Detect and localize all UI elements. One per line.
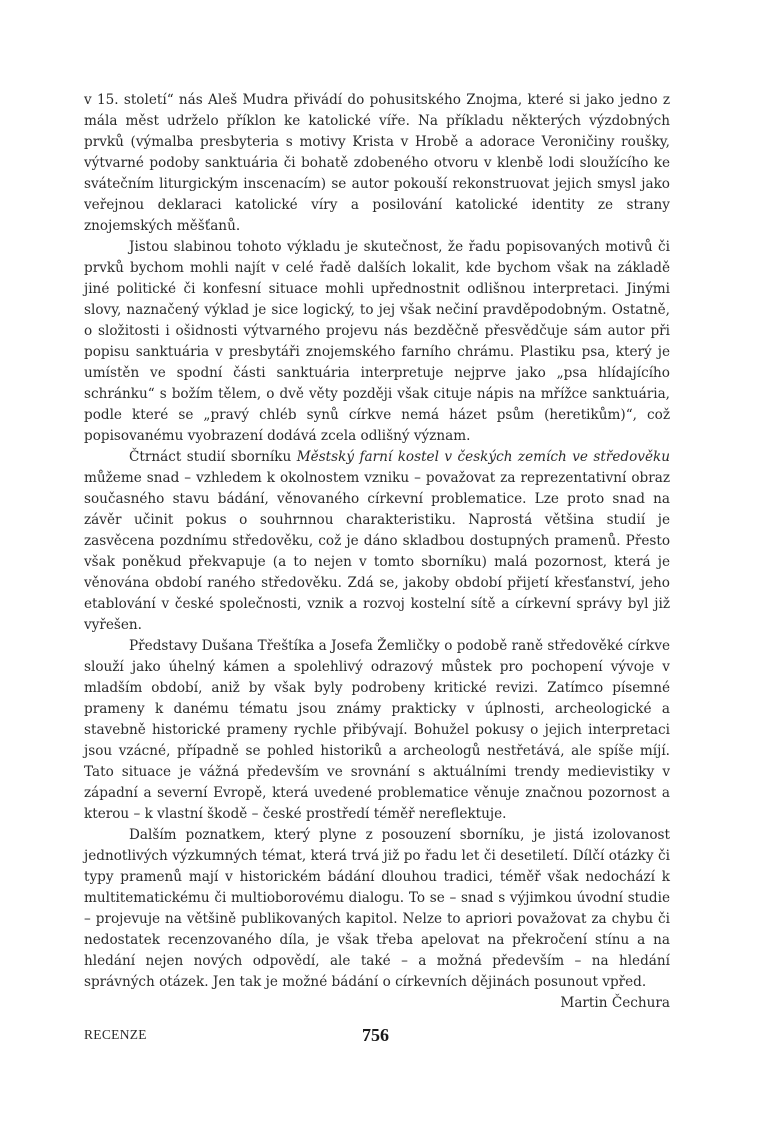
article-body [84, 90, 670, 1014]
paragraphs [84, 90, 670, 993]
section-label: RECENZE [84, 1027, 147, 1042]
paragraph [84, 636, 670, 825]
text-run: Představy Dušana Třeštíka a Josefa Žemličky o podobě raně středověké církve slouží jako úhelný kámen a spolehlivý odrazový můstek pro pochopení vývoje v mladším období, aniž by však byly podrobeny kritické revizi. Zatímco písemné prameny k danému tématu jsou známy prakticky v úplnosti, archeologické a stavebně historické prameny rychle přibývají. Bohužel pokusy o jejich interpretaci jsou vzácné, případně se pohled historiků a archeologů nestřetává, ale spíše míjí. Tato situace je vážná především ve srovnání s aktuálními trendy medievistiky v západní a severní Evropě, která uvedené problematice věnuje značnou pozornost a kterou – k vlastní škodě – české prostředí téměř nereflektuje. [84, 638, 670, 822]
author-signature: Martin Čechura [560, 995, 670, 1011]
text-run: v 15. století“ nás Aleš Mudra přivádí do pohusitského Znojma, které si jako jedno z mála měst udrželo příklon ke katolické víře. Na příkladu některých výzdobných prvků (výmalba presbyteria s motivy Krista v Hrobě a adorace Veroničiny roušky, výtvarné podoby sanktuária či bohatě zdobeného otvoru v klenbě lodi sloužícího ke svátečním liturgickým inscenacím) se autor pokouší rekonstruovat jejich smysl jako veřejnou deklaraci katolické víry a posilování katolické identity ze strany znojemských měšťanů. [84, 92, 670, 234]
paragraph [84, 825, 670, 993]
text-run: můžeme snad – vzhledem k okolnostem vzniku – považovat za reprezentativní obraz současného stavu bádání, věnovaného církevní problematice. Lze proto snad na závěr učinit pokus o souhrnnou charakteristiku. Naprostá většina studií je zasvěcena pozdnímu středověku, což je dáno skladbou dostupných pramenů. Přesto však poněkud překvapuje (a to nejen v tomto sborníku) malá pozornost, která je věnována období raného středověku. Zdá se, jakoby období přijetí křesťanství, jeho etablování v české společnosti, vznik a rozvoj kostelní sítě a církevní správy byl již vyřešen. [84, 470, 670, 633]
book-title: Městský farní kostel v českých zemích ve středověku [296, 449, 670, 465]
text-run: Jistou slabinou tohoto výkladu je skutečnost, že řadu popisovaných motivů či prvků bychom mohli najít v celé řadě dalších lokalit, kde bychom však na základě jiné politické či konfesní situace mohli upřednostnit odlišnou interpretaci. Jinými slovy, naznačený výklad je sice logický, to jej však nečiní pravděpodobným. Ostatně, o složitosti i ošidnosti výtvarného projevu nás bezděčně přesvědčuje sám autor při popisu sanktuária v presbytáři znojemského farního chrámu. Plastiku psa, který je umístěn ve spodní části sanktuária interpretuje nejprve jako „psa hlídajícího schránku“ s božím tělem, o dvě věty později však cituje nápis na mřížce sanktuária, podle které se „pravý chléb synů církve nemá házet psům (heretikům)“, což popisovanému vyobrazení dodává zcela odlišný význam. [84, 239, 670, 444]
text-run: Dalším poznatkem, který plyne z posouzení sborníku, je jistá izolovanost jednotlivých výzkumných témat, která trvá již po řadu let či desetiletí. Dílčí otázky či typy pramenů mají v historickém bádání dlouhou tradici, téměř však nedochází k multitematickému či multioborovému dialogu. To se – snad s výjimkou úvodní studie – projevuje na většině publikovaných kapitol. Nelze to apriori považovat za chybu či nedostatek recenzovaného díla, je však třeba apelovat na překročení stínu a na hledání nejen nových odpovědí, ale také – a možná především – na hledání správných otázek. Jen tak je možné bádání o církevních dějinách posunout vpřed. [84, 827, 670, 990]
paragraph [84, 447, 670, 636]
text-run: Čtrnáct studií sborníku [129, 449, 297, 465]
page-number: 756 [362, 1025, 389, 1045]
paragraph [84, 90, 670, 237]
paragraph [84, 237, 670, 447]
